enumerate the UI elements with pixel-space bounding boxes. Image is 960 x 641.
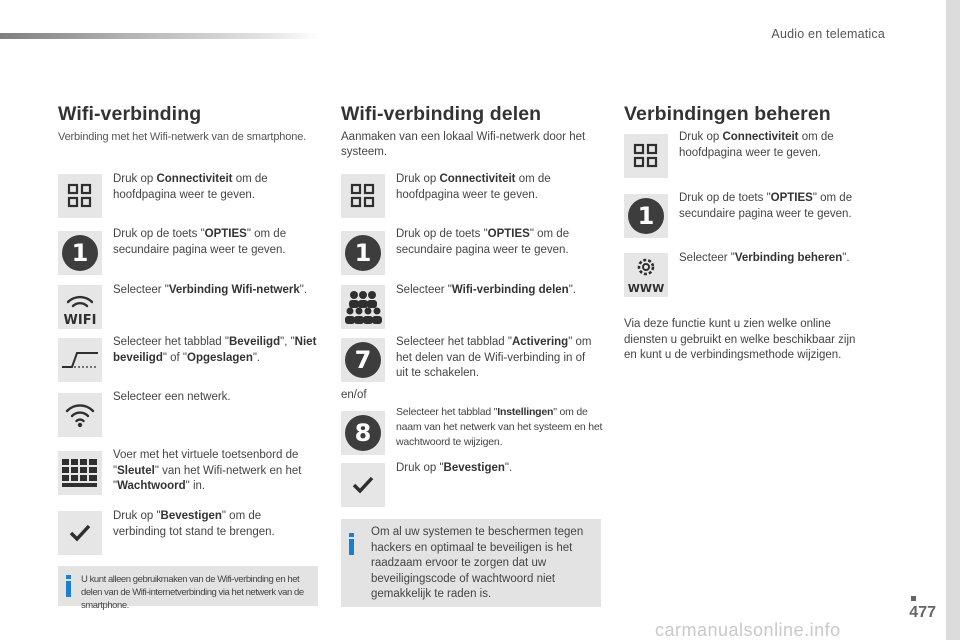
col3-step-2: Druk op de toets "OPTIES" om de secundaire pagina weer te geven. <box>679 192 853 220</box>
col3-title: Verbindingen beheren <box>624 103 831 125</box>
step-keyword: Wifi-verbinding delen <box>451 284 569 296</box>
step-keyword: OPTIES <box>770 192 813 204</box>
col1-subtitle: Verbinding met het Wifi-netwerk van de smartphone. <box>58 131 307 143</box>
number-1-icon <box>341 231 385 275</box>
step-keyword: Bevestigen <box>443 462 505 474</box>
col1-step-5: Selecteer een netwerk. <box>113 391 231 403</box>
info-icon <box>66 575 71 599</box>
step-keyword: Verbinding beheren <box>734 252 843 264</box>
col1-step-2: Druk op de toets "OPTIES" om de secundaire pagina weer te geven. <box>113 228 287 256</box>
step-keyword: Niet beveiligd <box>113 336 317 364</box>
number-1-glyph: 1 <box>71 239 89 267</box>
header-gradient-bar <box>0 33 320 39</box>
keyboard-icon <box>58 451 102 495</box>
page-edge-bar <box>946 0 960 640</box>
wifi-signal-icon <box>58 393 102 437</box>
col2-step-5: Selecteer het tabblad "Instellingen" om de naam van het netwerk van het systeem en het wachtwoord te wijzigen. <box>396 406 603 448</box>
people-icon <box>341 285 385 329</box>
page-marker <box>911 596 916 601</box>
wifi-logo-icon <box>58 285 102 329</box>
step-keyword: Opgeslagen <box>187 351 253 364</box>
home-grid-icon <box>341 174 385 218</box>
col3-step-1: Druk op Connectiviteit om de hoofdpagina weer te geven. <box>679 131 834 159</box>
col1-step-4: Selecteer het tabblad "Beveiligd", "Niet beveiligd" of "Opgeslagen". <box>113 336 317 364</box>
number-8-glyph: 8 <box>354 419 372 447</box>
step-keyword: Activering <box>511 336 569 348</box>
col1-note-text: U kunt alleen gebruikmaken van de Wifi-verbinding en het delen van de Wifi-internetverbinding via het netwerk van de smartphone. <box>81 574 304 611</box>
col2-step-2: Druk op de toets "OPTIES" om de secundaire pagina weer te geven. <box>396 228 570 256</box>
col1-title: Wifi-verbinding <box>58 103 202 125</box>
col2-note-text: Om al uw systemen te beschermen tegen hackers en optimaal te beveiligen is het raadzaam ervoor te zorgen dat uw beveiligingscode of wachtwoord niet gemakkelijk te raden is. <box>371 526 584 600</box>
tab-icon <box>58 338 102 382</box>
number-1-icon <box>58 231 102 275</box>
col2-title: Wifi-verbinding delen <box>341 103 542 125</box>
step-keyword: Connectiviteit <box>722 131 799 143</box>
step-keyword: OPTIES <box>204 228 247 240</box>
col1-step-3: Selecteer "Verbinding Wifi-netwerk". <box>113 284 308 296</box>
info-icon <box>349 533 354 557</box>
col3-step-3: Selecteer "Verbinding beheren". <box>679 252 850 264</box>
home-grid-icon <box>58 174 102 218</box>
col3-paragraph: Via deze functie kunt u zien welke online diensten u gebruikt en welke beschikbaar zijn en kunt u de verbindingsmethode wijzigen. <box>624 318 856 361</box>
step-keyword: Verbinding Wifi-netwerk <box>168 284 300 296</box>
col2-step-1: Druk op Connectiviteit om de hoofdpagina weer te geven. <box>396 173 551 201</box>
col2-step-3: Selecteer "Wifi-verbinding delen". <box>396 284 576 296</box>
step-keyword: Sleutel <box>117 464 155 477</box>
check-icon <box>341 463 385 507</box>
step-keyword: Bevestigen <box>160 510 222 522</box>
wifi-glyph: WIFI <box>63 313 97 327</box>
number-1-glyph: 1 <box>354 239 372 267</box>
col1-info-note <box>58 566 318 611</box>
watermark: carmanualsonline.info <box>655 620 841 640</box>
step-keyword: Connectiviteit <box>156 173 233 185</box>
number-1-glyph: 1 <box>637 202 655 230</box>
check-icon <box>58 511 102 555</box>
step-keyword: Instellingen <box>497 406 554 418</box>
step-keyword: OPTIES <box>487 228 530 240</box>
section-title: Audio en telematica <box>771 27 885 41</box>
step-keyword: Connectiviteit <box>439 173 516 185</box>
page-number: 477 <box>909 604 936 621</box>
step-keyword: Wachtwoord <box>117 480 186 492</box>
col2-subtitle: Aanmaken van een lokaal Wifi-netwerk door het systeem. <box>341 131 586 158</box>
home-grid-icon <box>624 134 668 178</box>
col2-step-6: Druk op "Bevestigen". <box>396 462 513 474</box>
number-8-icon <box>341 411 385 455</box>
step-keyword: Beveiligd <box>228 336 281 348</box>
col1-step-7: Druk op "Bevestigen" om de verbinding tot stand te brengen. <box>113 510 275 538</box>
col1-step-1: Druk op Connectiviteit om de hoofdpagina weer te geven. <box>113 173 268 201</box>
number-1-icon <box>624 194 668 238</box>
number-7-icon <box>341 338 385 382</box>
gear-www-icon <box>624 253 668 297</box>
www-glyph: WWW <box>627 282 665 295</box>
col2-step-4: Selecteer het tabblad "Activering" om het delen van de Wifi-verbinding in of uit te schakelen. <box>396 336 592 379</box>
col1-step-6: Voer met het virtuele toetsenbord de "Sleutel" van het Wifi-netwerk en het "Wachtwoord" in. <box>113 449 302 492</box>
col2-info-note <box>341 519 601 607</box>
number-7-glyph: 7 <box>354 346 372 374</box>
or-label: en/of <box>341 389 367 401</box>
